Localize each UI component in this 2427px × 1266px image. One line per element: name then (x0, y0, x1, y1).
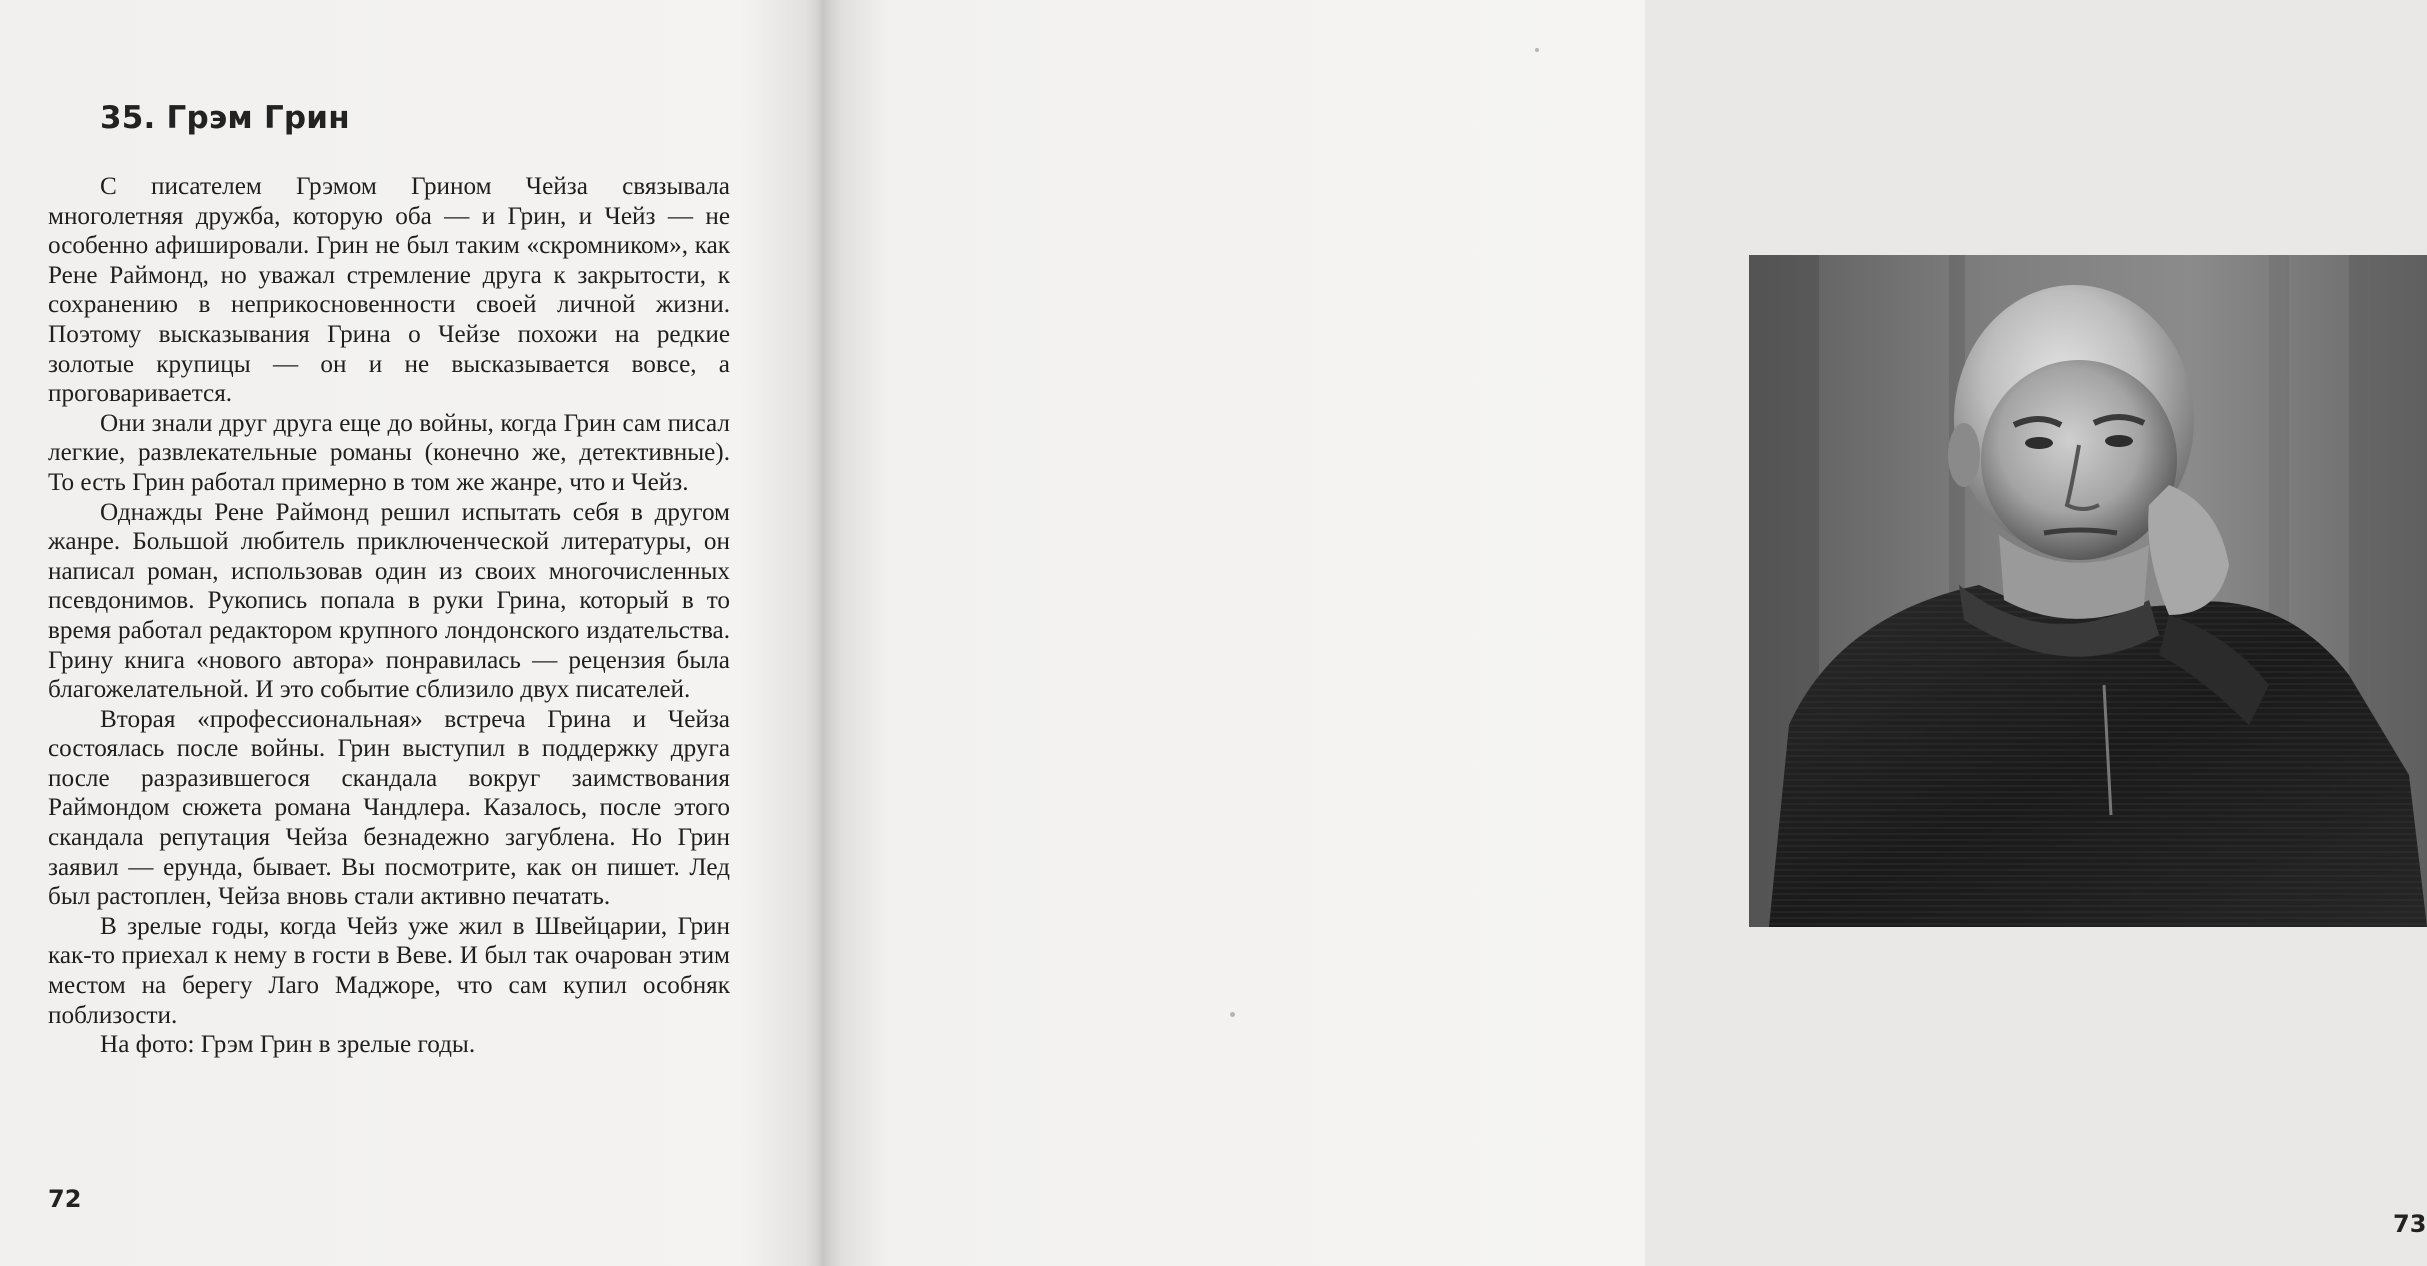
left-page (0, 0, 823, 1266)
dust-speck (1230, 1012, 1235, 1017)
paragraph-2: Они знали друг друга еще до войны, когда Грин сам писал легкие, развлекательные романы (конечно же, детективные). То есть Грин работал примерно в том же жанре, что и Чейз. (48, 409, 730, 496)
page-number-right: 73 (2393, 1210, 2427, 1238)
paragraph-1: С писателем Грэмом Грином Чейза связывала многолетняя дружба, которую оба — и Грин, и Чейз — не особенно афишировали. Грин не был таким «скромником», как Рене Раймонд, но уважал стремление друга к закрытости, к сохранению в неприкосновенности своей личной жизни. Поэтому высказывания Грина о Чейзе похожи на редкие золотые крупицы — он и не высказывается вовсе, а проговаривается. (48, 173, 730, 408)
body-text (48, 172, 730, 1060)
paragraph-5: В зрелые годы, когда Чейз уже жил в Швейцарии, Грин как-то приехал к нему в гости в Веве. И был так очарован этим местом на берегу Лаго Маджоре, что сам купил особняк поблизости. (48, 912, 730, 1029)
page-number-left: 72 (48, 1185, 82, 1213)
paragraph-4: Вторая «профессиональная» встреча Грина и Чейза состоялась после войны. Грин выступил в поддержку друга после разразившегося скандала вокруг заимствования Раймондом сюжета романа Чандлера. Казалось, после этого скандала репутация Чейза безнадежно загублена. Но Грин заявил — ерунда, бывает. Вы посмотрите, как он пишет. Лед был растоплен, Чейза вновь стали активно печатать. (48, 705, 730, 911)
photo-caption: На фото: Грэм Грин в зрелые годы. (100, 1031, 476, 1059)
chapter-title: 35. Грэм Грин (100, 100, 350, 136)
paragraph-3: Однажды Рене Раймонд решил испытать себя в другом жанре. Большой любитель приключенческой литературы, он написал роман, использовав один из своих многочисленных псевдонимов. Рукопись попала в руки Грина, который в то время работал редактором крупного лондонского издательства. Грину книга «нового автора» понравилась — рецензия была благожелательной. И это событие сблизило двух писателей. (48, 498, 730, 704)
portrait-photo-icon (1749, 255, 2427, 927)
right-page (823, 0, 2427, 1266)
dust-speck (1535, 48, 1539, 52)
